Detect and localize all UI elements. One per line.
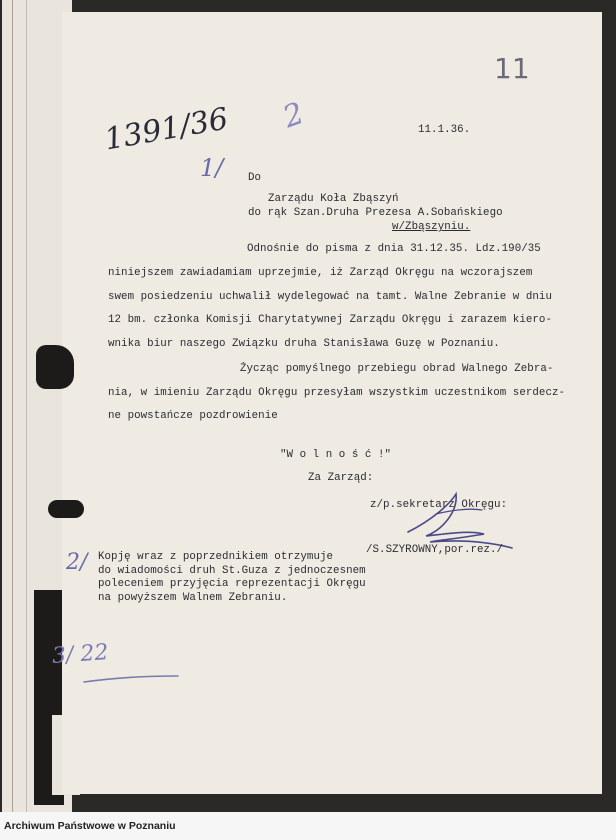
body-line: niniejszem zawiadamiam uprzejmie, iż Zarząd Okręgu na wczorajszem: [108, 267, 533, 279]
letter-date: 11.1.36.: [418, 124, 471, 136]
letter-page: [51, 12, 602, 794]
punched-hole: [36, 345, 74, 389]
signature-name: /S.SZYROWNY,por.rez./: [366, 544, 504, 556]
handwritten-mark: 2: [278, 95, 309, 136]
punched-hole: [48, 500, 84, 518]
handwritten-page-number: 11: [494, 52, 530, 85]
body-line: 12 bm. członka Komisji Charytatywnej Zarządu Okręgu i zarazem kiero-: [108, 314, 552, 326]
copy-note-line: do wiadomości druh St.Guza z jednoczesnem: [98, 565, 366, 577]
copy-note-line: poleceniem przyjęcia reprezentacji Okręgu: [98, 578, 366, 590]
copy-note-line: Kopję wraz z poprzednikiem otrzymuje: [98, 551, 334, 563]
body-line: nia, w imieniu Zarządu Okręgu przesyłam wszystkim uczestnikom serdecz-: [108, 387, 566, 399]
handwritten-signature: [392, 490, 532, 550]
motto: "W o l n o ś ć !": [280, 449, 391, 461]
body-line: Życząc pomyślnego przebiegu obrad Walnego Zebra-: [240, 363, 554, 375]
body-line: wnika biur naszego Związku druha Stanisława Guzę w Poznaniu.: [108, 338, 500, 350]
secretary-line: z/p.sekretarz Okręgu:: [370, 499, 508, 511]
body-line: ne powstańcze pozdrowienie: [108, 410, 278, 422]
pencil-stroke: [82, 668, 192, 688]
salutation: Do: [248, 172, 262, 184]
handwritten-mark: 3/ 22: [51, 640, 110, 669]
sheet-edge: [12, 0, 13, 812]
handwritten-mark: 1/: [200, 154, 224, 182]
archive-footer: Archiwum Państwowe w Poznaniu: [0, 812, 616, 840]
handwritten-mark: 2/: [66, 550, 88, 575]
closing-for-board: Za Zarząd:: [308, 472, 374, 484]
handwritten-reference: 1391/36: [101, 101, 231, 158]
sheet-edge: [26, 0, 27, 812]
recipient-line: do rąk Szan.Druha Prezesa A.Sobańskiego: [248, 207, 503, 219]
recipient-line: Zarządu Koła Zbąszyń: [268, 193, 399, 205]
body-line: swem posiedzeniu uchwalił wydelegować na tamt. Walne Zebranie w dniu: [108, 291, 552, 303]
recipient-line: w/Zbąszyniu.: [392, 221, 471, 233]
body-line: Odnośnie do pisma z dnia 31.12.35. Ldz.190/35: [247, 243, 541, 255]
copy-note-line: na powyższem Walnem Zebraniu.: [98, 592, 288, 604]
